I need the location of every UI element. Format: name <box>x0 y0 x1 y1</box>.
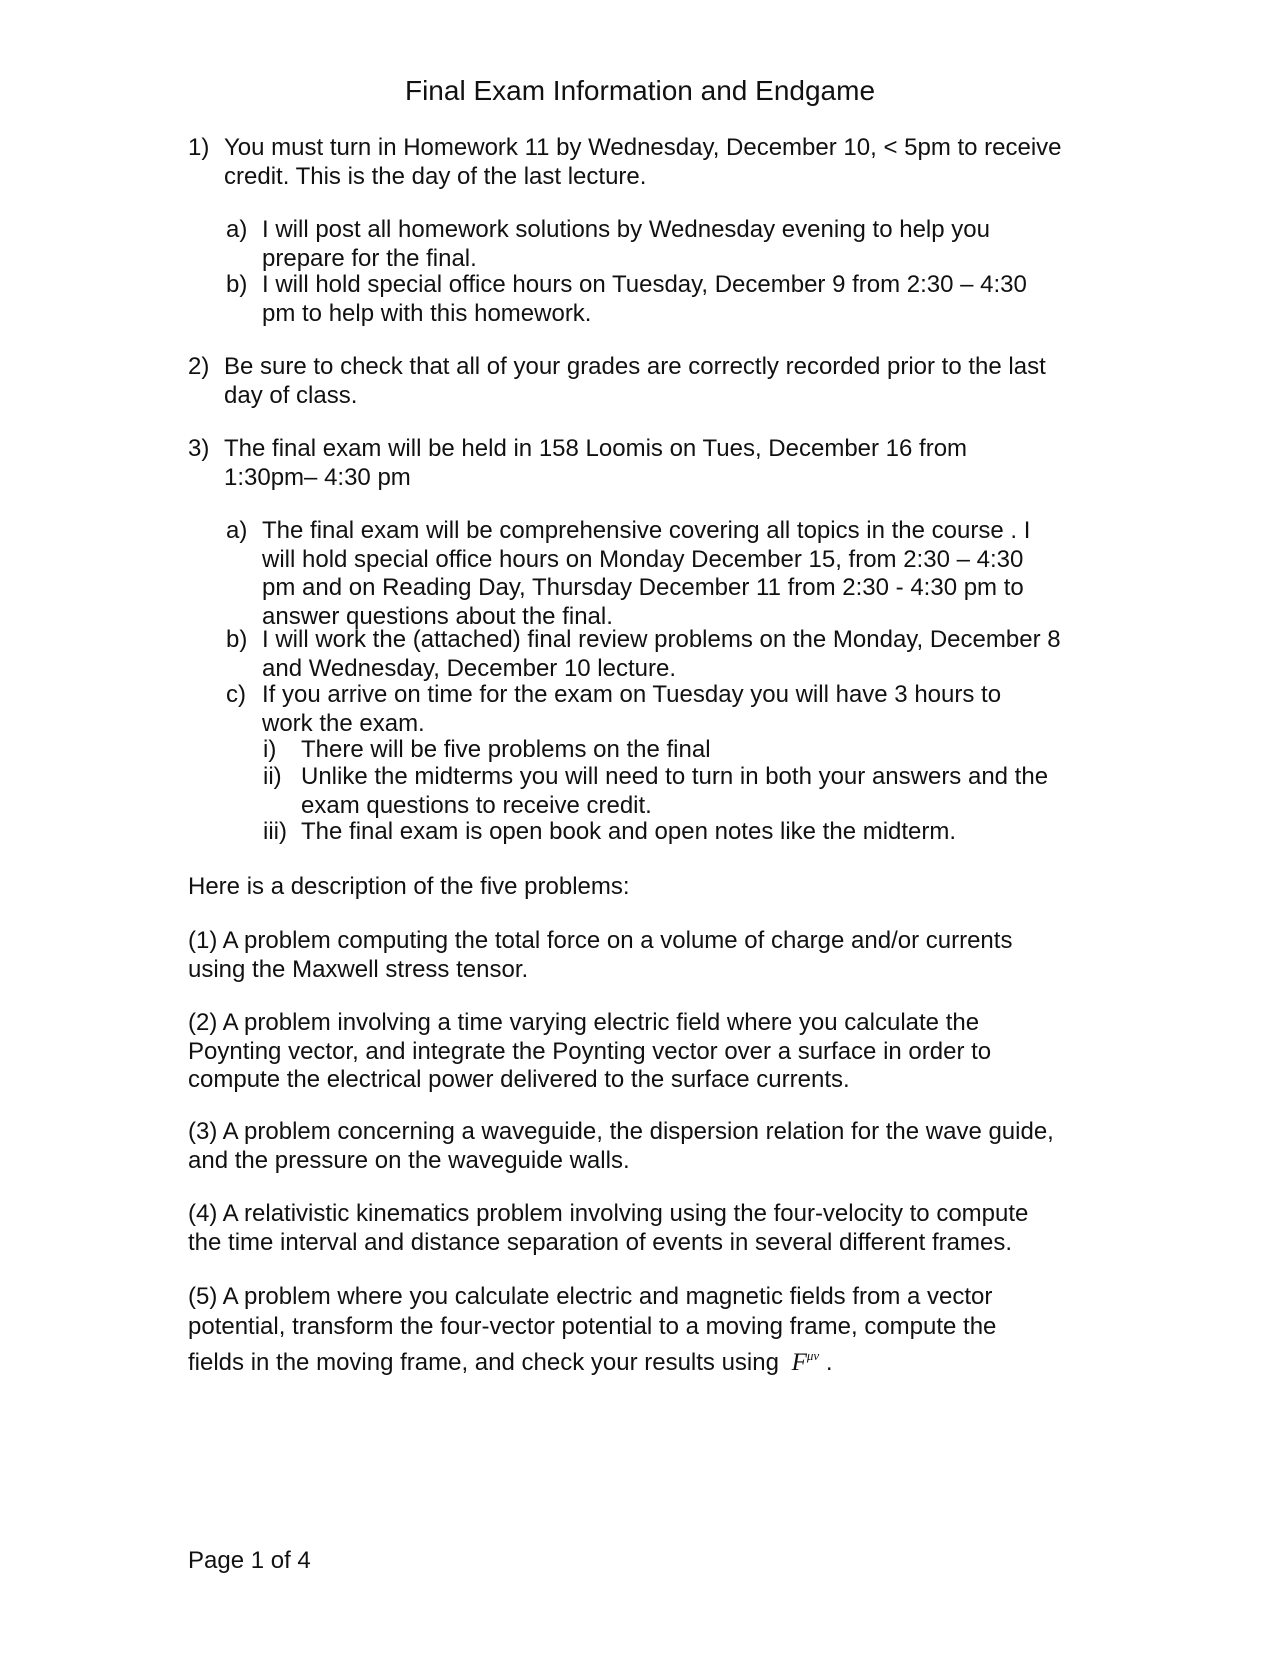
list-number: 1) <box>188 134 210 161</box>
problem-4: (4) A relativistic kinematics problem involving using the four-velocity to compute the time interval and distance separation of events in several different frames. <box>188 1200 1029 1256</box>
list-number: 3) <box>188 435 210 462</box>
problem-1: (1) A problem computing the total force on a volume of charge and/or currents using the Maxwell stress tensor. <box>188 927 1013 983</box>
page-title: Final Exam Information and Endgame <box>404 75 876 106</box>
sublist-item-3b <box>226 626 1096 683</box>
list-item-1 <box>188 134 1068 191</box>
list-letter: a) <box>226 517 248 544</box>
page-number-footer: Page 1 of 4 <box>188 1547 311 1574</box>
sublist-item-1a <box>226 216 1096 273</box>
list-text: I will hold special office hours on Tuesday, December 9 from 2:30 – 4:30 pm to help with this homework. <box>262 271 1027 327</box>
list-text: The final exam will be held in 158 Loomis on Tues, December 16 from 1:30pm– 4:30 pm <box>224 435 968 491</box>
list-item-2 <box>188 353 1088 410</box>
problem-3: (3) A problem concerning a waveguide, the dispersion relation for the wave guide, and the pressure on the waveguide walls. <box>188 1118 1054 1174</box>
math-base: F <box>791 1349 807 1376</box>
problem-5-end: . <box>819 1349 833 1376</box>
list-text: Unlike the midterms you will need to turn in both your answers and the exam questions to receive credit. <box>301 763 1049 819</box>
sublist-item-3c <box>226 681 1096 738</box>
problems-intro: Here is a description of the five problems: <box>188 873 630 900</box>
list-letter: b) <box>226 626 248 653</box>
field-tensor-symbol <box>792 1349 820 1376</box>
list-text: You must turn in Homework 11 by Wednesday, December 10, < 5pm to receive credit. This is the day of the last lecture. <box>224 134 1062 190</box>
sublist-item-3a <box>226 517 1096 631</box>
list-item-3 <box>188 435 1088 492</box>
list-text: I will work the (attached) final review problems on the Monday, December 8 and Wednesday, December 10 lecture. <box>262 626 1061 682</box>
math-superscript: μν <box>806 1348 820 1363</box>
sublist-item-1b <box>226 271 1096 328</box>
problem-2: (2) A problem involving a time varying electric field where you calculate the Poynting vector, and integrate the Poynting vector over a surface in order to compute the electrical power delivered to the surface currents. <box>188 1009 992 1093</box>
list-text: Be sure to check that all of your grades are correctly recorded prior to the last day of class. <box>224 353 1046 409</box>
list-text: If you arrive on time for the exam on Tuesday you will have 3 hours to work the exam. <box>262 681 1002 737</box>
list-text: The final exam is open book and open notes like the midterm. <box>301 818 957 845</box>
list-text: There will be five problems on the final <box>301 736 711 763</box>
subsublist-item-iii <box>263 818 1103 847</box>
list-number: 2) <box>188 353 210 380</box>
list-letter: c) <box>226 681 246 708</box>
list-letter: a) <box>226 216 248 243</box>
list-roman: i) <box>263 736 277 763</box>
subsublist-item-i <box>263 736 1103 765</box>
list-letter: b) <box>226 271 248 298</box>
list-text: I will post all homework solutions by Wednesday evening to help you prepare for the final. <box>262 216 990 272</box>
list-roman: ii) <box>263 763 282 790</box>
list-text: The final exam will be comprehensive covering all topics in the course . I will hold special office hours on Monday December 15, from 2:30 – 4:30 pm and on Reading Day, Thursday December 11 from 2:30 - 4:30 pm to answer questions about the final. <box>262 517 1031 630</box>
problem-5 <box>188 1282 1038 1378</box>
list-roman: iii) <box>263 818 287 845</box>
subsublist-item-ii <box>263 763 1103 820</box>
problem-5-text: (5) A problem where you calculate electric and magnetic fields from a vector potential, transform the four-vector potential to a moving frame, compute the fields in the moving frame, and check your results using <box>188 1283 997 1376</box>
